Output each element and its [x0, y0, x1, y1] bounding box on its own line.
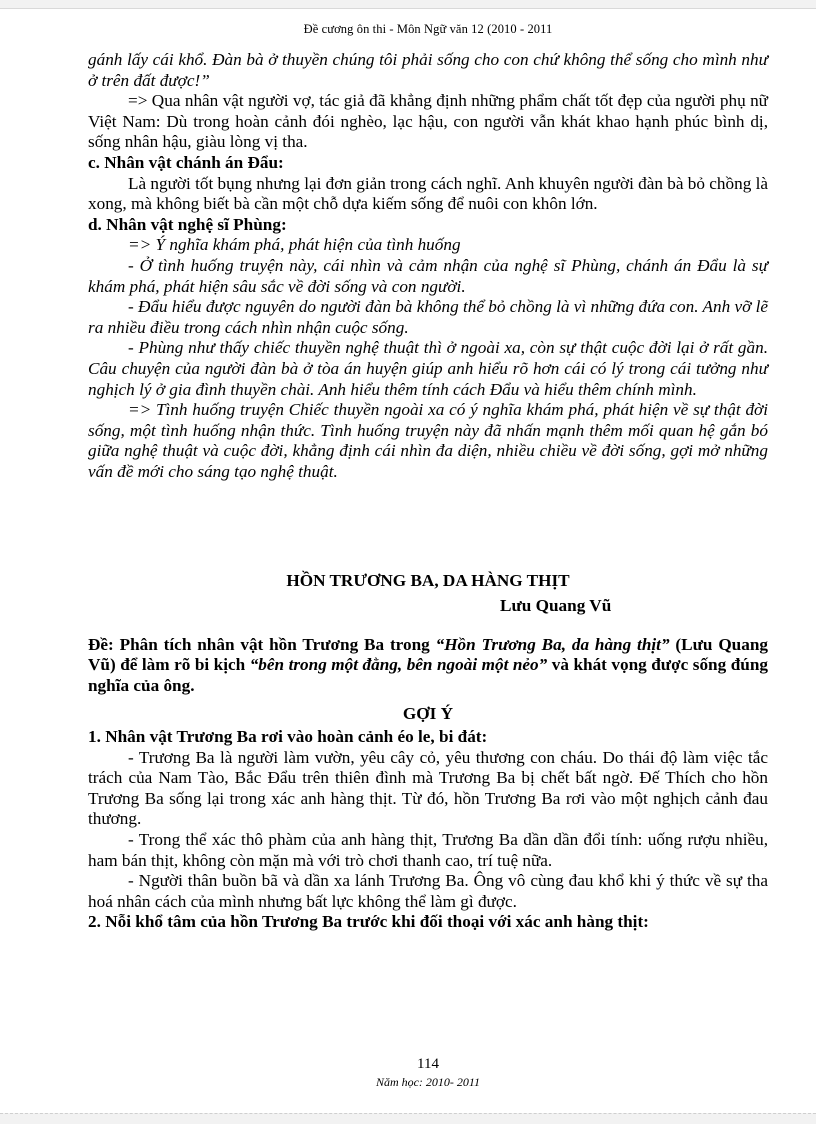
heading-noi-kho-tam: 2. Nỗi khổ tâm của hồn Trương Ba trước khi đối thoại với xác anh hàng thịt: [88, 912, 649, 932]
footer-school-year: Năm học: 2010- 2011 [375, 1075, 481, 1089]
assignment-text-2: (Lưu Quang Vũ) để làm rõ bi kịch [88, 634, 768, 675]
heading-nghe-si-phung: d. Nhân vật nghệ sĩ Phùng: [88, 214, 287, 234]
assignment-work-title: “Hồn Trương Ba, da hàng thịt” [435, 634, 670, 654]
page-bottom-edge [0, 1113, 816, 1124]
page-number: 114 [417, 1056, 439, 1072]
paragraph-conclusion-wife: => Qua nhân vật người vợ, tác giả đã khẳng định những phẩm chất tốt đẹp của người phụ nữ Việt Nam: Dù trong hoàn cảnh đói nghèo, lạc hậu, con người vẫn khát khao hạnh phúc bình dị, sống nhân hậu, giàu lòng vị tha. [88, 91, 768, 152]
paragraph-truong-ba-3: - Người thân buồn bã và dần xa lánh Trương Ba. Ông vô cùng đau khổ khi ý thức về sự tha hoá nhân cách của mình nhưng bất lực không thể làm gì được. [88, 871, 768, 911]
assignment-text-1: Đề: Phân tích nhân vật hồn Trương Ba trong [88, 634, 436, 654]
hint-heading: GỢI Ý [402, 704, 454, 724]
page-top-edge [0, 0, 816, 9]
paragraph-truong-ba-1: - Trương Ba là người làm vườn, yêu cây cỏ, yêu thương con cháu. Do thái độ làm việc tắc trách của Nam Tào, Bắc Đẩu trên thiên đình mà Trương Ba bị chết bất ngờ. Đế Thích cho hồn Trương Ba sống lại trong xác anh hàng thịt. Từ đó, hồn Trương Ba rơi vào một nghịch cảnh đau thương. [88, 747, 768, 829]
assignment-text-3: và khát vọng được sống đúng nghĩa của ông. [88, 655, 768, 695]
section-gap [88, 482, 768, 571]
paragraph-chanh-an-dau: Là người tốt bụng nhưng lại đơn giản trong cách nghĩ. Anh khuyên người đàn bà bỏ chồng là xong, mà không biết bà cần một chỗ dựa kiếm sống để nuôi con khôn lớn. [88, 173, 768, 214]
document-body [88, 50, 768, 933]
section-author: Lưu Quang Vũ [500, 596, 612, 616]
running-header: Đề cương ôn thi - Môn Ngữ văn 12 (2010 - 2011 [303, 22, 553, 36]
assignment-quote: “bên trong một đằng, bên ngoài một nẻo” [249, 655, 548, 675]
paragraph-y-nghia: => Ý nghĩa khám phá, phát hiện của tình huống [128, 235, 461, 255]
heading-hoan-canh: 1. Nhân vật Trương Ba rơi vào hoàn cảnh éo le, bi đát: [88, 727, 488, 747]
heading-chanh-an-dau: c. Nhân vật chánh án Đẩu: [88, 152, 284, 172]
paragraph-tinh-huong: => Tình huống truyện Chiếc thuyền ngoài xa có ý nghĩa khám phá, phát hiện về sự thật đời sống, một tình huống nhận thức. Tình huống truyện này đã nhấn mạnh thêm mối quan hệ gắn bó giữa nghệ thuật và cuộc đời, khẳng định cái nhìn đa diện, nhiều chiều về đời sống, gợi mở những vấn đề mới cho sáng tạo nghệ thuật. [88, 400, 768, 481]
paragraph-quote-end: gánh lấy cái khổ. Đàn bà ở thuyền chúng tôi phải sống cho con chứ không thể sống cho mình như ở trên đất được!” [88, 50, 768, 90]
section-title: HỒN TRƯƠNG BA, DA HÀNG THỊT [286, 571, 570, 591]
paragraph-phung-thay: - Phùng như thấy chiếc thuyền nghệ thuật thì ở ngoài xa, còn sự thật cuộc đời lại ở rất gần. Câu chuyện của người đàn bà ở tòa án huyện giúp anh hiểu rõ hơn cái có lý trong cái tưởng như nghịch lý ở gia đình thuyền chài. Anh hiểu thêm tính cách Đẩu và hiểu thêm chính mình. [88, 338, 768, 399]
paragraph-phung-dau: - Ở tình huống truyện này, cái nhìn và cảm nhận của nghệ sĩ Phùng, chánh án Đẩu là sự khám phá, phát hiện sâu sắc về đời sống và con người. [88, 255, 768, 296]
assignment-prompt [88, 635, 768, 697]
paragraph-dau-hieu: - Đẩu hiểu được nguyên do người đàn bà không thể bỏ chồng là vì những đứa con. Anh vỡ lẽ ra nhiều điều trong cách nhìn nhận cuộc sống. [88, 297, 768, 337]
paragraph-truong-ba-2: - Trong thể xác thô phàm của anh hàng thịt, Trương Ba dần dần đổi tính: uống rượu nhiều, ham bán thịt, không còn mặn mà với trò chơi thanh cao, trí tuệ nữa. [88, 830, 768, 870]
